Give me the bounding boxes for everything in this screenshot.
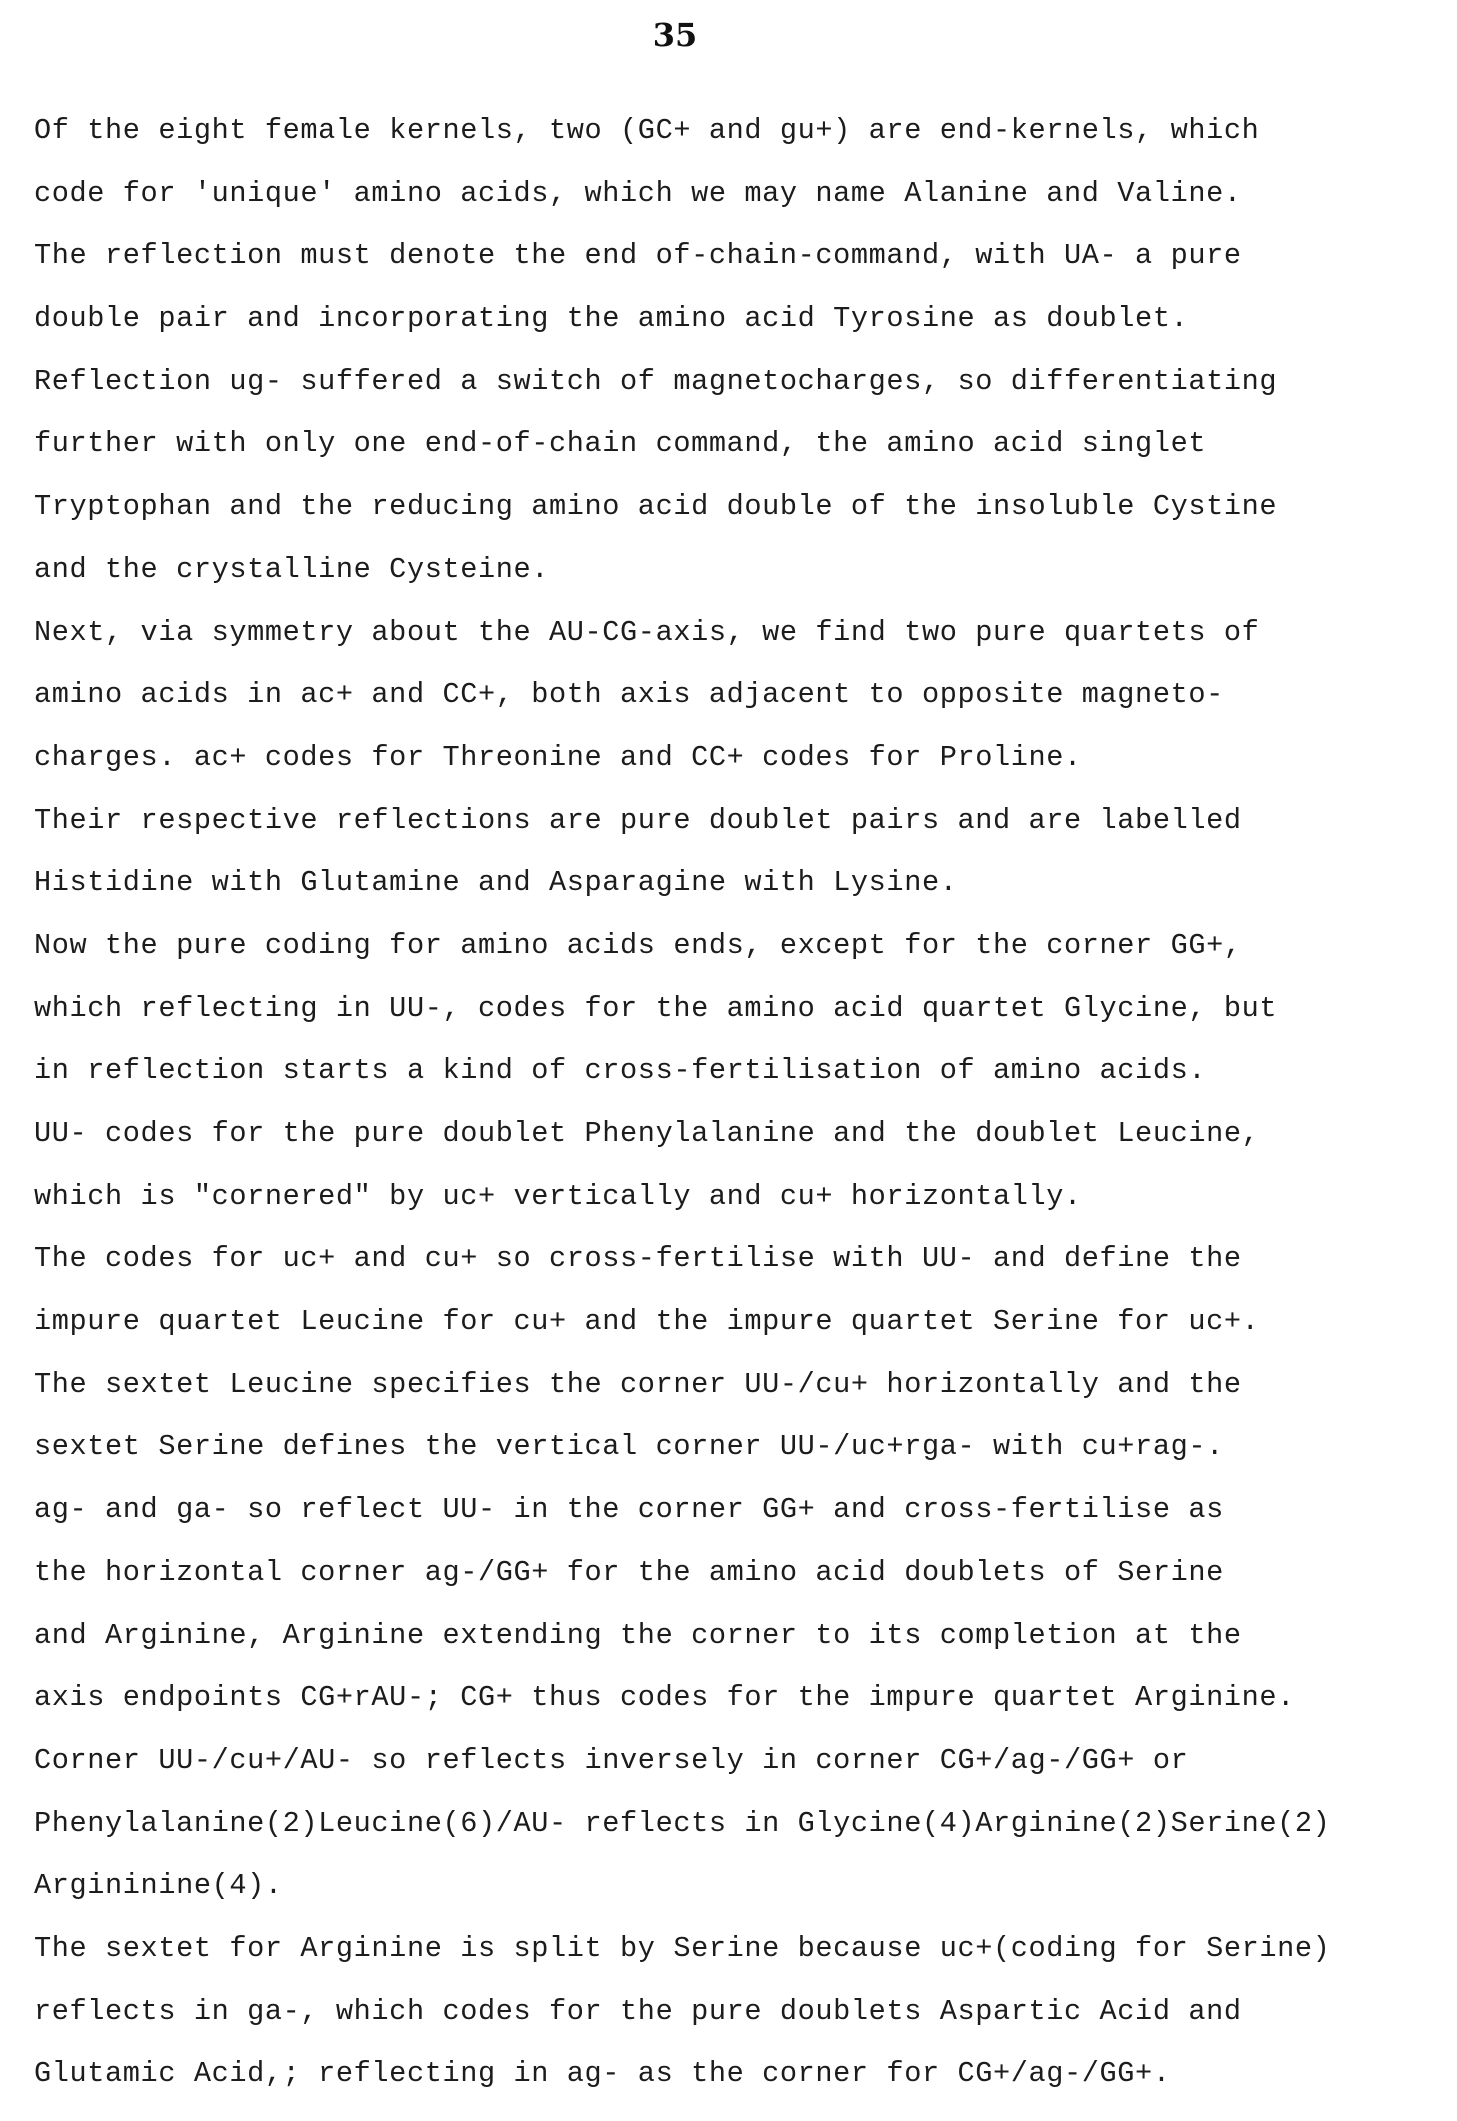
text-line: ag- and ga- so reflect UU- in the corner GG+ and cross-fertilise as — [34, 1493, 1224, 1527]
text-line: Their respective reflections are pure doublet pairs and are labelled — [34, 803, 1242, 837]
text-line: Of the eight female kernels, two (GC+ and gu+) are end-kernels, which — [34, 114, 1260, 147]
text-line: reflects in ga-, which codes for the pure doublets Aspartic Acid and — [34, 1994, 1242, 2028]
text-line: impure quartet Leucine for cu+ and the impure quartet Serine for uc+. — [34, 1305, 1260, 1339]
text-line: which is "cornered" by uc+ vertically and cu+ horizontally. — [34, 1179, 1082, 1213]
text-line: code for 'unique' amino acids, which we may name Alanine and Valine. — [34, 176, 1242, 210]
text-line: UU- codes for the pure doublet Phenylalanine and the doublet Leucine, — [34, 1117, 1260, 1150]
text-line: The sextet for Arginine is split by Serine because uc+(coding for Serine) — [34, 1931, 1331, 1965]
text-line: Reflection ug- suffered a switch of magnetocharges, so differentiating — [34, 364, 1278, 398]
text-line: Tryptophan and the reducing amino acid double of the insoluble Cystine — [34, 490, 1278, 524]
text-line: The reflection must denote the end of-chain-command, with UA- a pure — [34, 239, 1242, 273]
text-line: The codes for uc+ and cu+ so cross-fertilise with UU- and define the — [34, 1242, 1242, 1276]
text-line: Argininine(4). — [34, 1869, 283, 1903]
text-line: sextet Serine defines the vertical corner UU-/uc+rga- with cu+rag-. — [34, 1430, 1224, 1464]
text-line: amino acids in ac+ and CC+, both axis adjacent to opposite magneto- — [34, 678, 1224, 712]
text-line: double pair and incorporating the amino acid Tyrosine as doublet. — [34, 302, 1189, 336]
text-line: in reflection starts a kind of cross-fertilisation of amino acids. — [34, 1054, 1207, 1088]
text-line: Now the pure coding for amino acids ends, except for the corner GG+, — [34, 928, 1242, 962]
page-number: 35 — [652, 16, 698, 54]
text-line: and Arginine, Arginine extending the corner to its completion at the — [34, 1618, 1242, 1652]
text-line: Glutamic Acid,; reflecting in ag- as the corner for CG+/ag-/GG+. — [34, 2057, 1171, 2091]
text-line: Corner UU-/cu+/AU- so reflects inversely in corner CG+/ag-/GG+ or — [34, 1743, 1189, 1777]
text-line: axis endpoints CG+rAU-; CG+ thus codes for the impure quartet Arginine. — [34, 1681, 1295, 1715]
text-line: The sextet Leucine specifies the corner UU-/cu+ horizontally and the — [34, 1367, 1242, 1401]
text-line: the horizontal corner ag-/GG+ for the amino acid doublets of Serine — [34, 1555, 1224, 1589]
text-line: Phenylalanine(2)Leucine(6)/AU- reflects in Glycine(4)Arginine(2)Serine(2) — [34, 1806, 1331, 1840]
body-text — [34, 100, 1444, 2106]
text-line: which reflecting in UU-, codes for the amino acid quartet Glycine, but — [34, 991, 1278, 1025]
text-line: Histidine with Glutamine and Asparagine with Lysine. — [34, 866, 958, 900]
text-line: Next, via symmetry about the AU-CG-axis, we find two pure quartets of — [34, 615, 1260, 649]
text-line: further with only one end-of-chain command, the amino acid singlet — [34, 427, 1207, 461]
text-line: charges. ac+ codes for Threonine and CC+ codes for Proline. — [34, 740, 1082, 774]
text-line: and the crystalline Cysteine. — [34, 552, 550, 586]
